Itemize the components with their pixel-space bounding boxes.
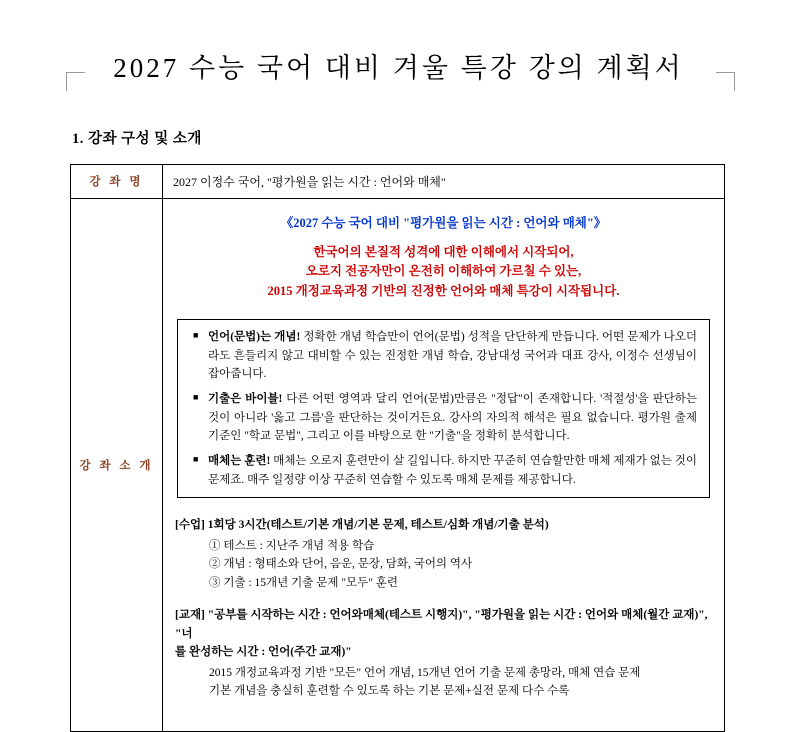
crop-mark-top-right (716, 72, 735, 91)
intro-sub-line: 한국어의 본질적 성격에 대한 이해에서 시작되어, (313, 245, 574, 259)
intro-sub-lines (175, 243, 712, 301)
list-item (208, 452, 697, 489)
intro-sub-line: 오로지 전공자만이 온전히 이해하여 가르칠 수 있는, (305, 264, 582, 279)
bullet-rest: 다른 어떤 영역과 달리 언어(문법)만큼은 "정답"이 존재합니다. '적절성'을 판단하는 것이 아니라 '옳고 그름'을 판단하는 것이거든요. 강사의 자의적 해석은 필요 없습니다. 평가원 출제 기준인 "학교 문법", 그리고 이를 바탕으로 한 "기출"을 정확히 분석합니다. (208, 393, 697, 443)
course-table (70, 164, 725, 732)
bullet-lead: 언어(문법)는 개념! (208, 331, 301, 344)
crop-mark-top-left (66, 72, 85, 91)
course-name-label: 강 좌 명 (71, 165, 163, 199)
list-item: ② 개념 : 형태소와 단어, 음운, 문장, 담화, 국어의 역사 (209, 558, 473, 571)
class-block (175, 516, 712, 592)
list-item: ① 테스트 : 지난주 개념 적용 학습 (209, 539, 375, 552)
list-item (208, 328, 697, 384)
course-name-value: 2027 이정수 국어, "평가원을 읽는 시간 : 언어와 매체" (163, 165, 725, 199)
list-item: 2015 개정교육과정 기반 "모든" 언어 개념, 15개년 언어 기출 문제 총망라, 매체 연습 문제 (209, 666, 641, 679)
bullet-box (177, 319, 710, 498)
material-block-lines (175, 664, 712, 701)
intro-headline: 《2027 수능 국어 대비 "평가원을 읽는 시간 : 언어와 매체"》 (280, 216, 607, 230)
bullet-rest: 매체는 오로지 훈련만이 살 길입니다. 하지만 꾸준히 연습할만한 매체 제재가 없는 것이 문제죠. 매주 일정량 이상 꾸준히 연습할 수 있도록 매체 문제를 제공합니다. (208, 454, 698, 486)
bullet-lead: 매체는 훈련! (208, 454, 271, 467)
bullet-lead: 기출은 바이블! (208, 393, 283, 405)
bullet-list (190, 328, 697, 489)
course-intro-label: 강 좌 소 개 (71, 199, 163, 732)
section-heading: 1. 강좌 구성 및 소개 (72, 131, 202, 147)
material-block (175, 606, 712, 700)
class-block-title: [수업] 1회당 3시간(테스트/기본 개념/기본 문제, 테스트/심화 개념/기출 분석) (175, 519, 549, 532)
list-item (208, 390, 697, 446)
material-block-title-line2: 를 완성하는 시간 : 언어(주간 교재)" (175, 646, 352, 659)
table-row-course-name (71, 165, 725, 199)
intro-sub-line: 2015 개정교육과정 기반의 진정한 언어와 매체 특강이 시작됩니다. (267, 283, 620, 298)
class-block-items (175, 537, 712, 593)
list-item: ③ 기출 : 15개년 기출 문제 "모두" 훈련 (209, 576, 399, 589)
bullet-rest: 정확한 개념 학습만이 언어(문법) 성적을 단단하게 만듭니다. 어떤 문제가 나오더라도 흔들리지 않고 대비할 수 있는 진정한 개념 학습, 강남대성 국어과 대표 강사, 이정수 선생님이 잡아줍니다. (208, 331, 697, 381)
table-row-course-intro (71, 199, 725, 732)
page-title: 2027 수능 국어 대비 겨울 특강 강의 계획서 (113, 53, 684, 83)
list-item: 기본 개념을 충실히 훈련할 수 있도록 하는 기본 문제+실전 문제 다수 수록 (209, 685, 570, 698)
material-block-title-line1: [교재] "공부를 시작하는 시간 : 언어와매체(테스트 시행지)", "평가원을 읽는 시간 : 언어와 매체(월간 교재)", "너 (175, 609, 708, 640)
course-intro-value (163, 199, 725, 732)
document-page (0, 46, 797, 702)
